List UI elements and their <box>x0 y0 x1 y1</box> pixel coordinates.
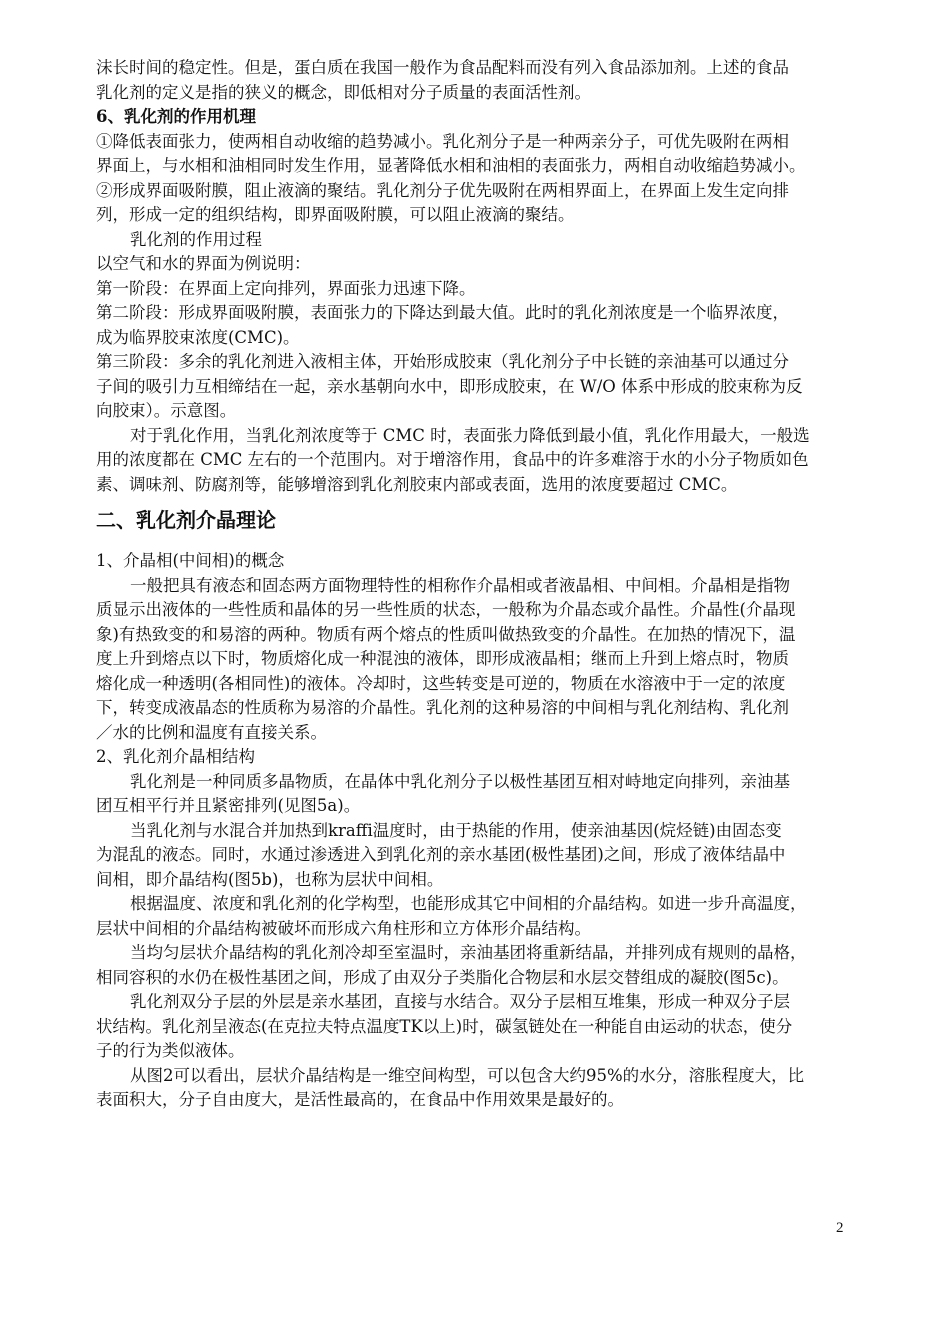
line-10: 第一阶段：在界面上定向排列，界面张力迅速下降。 <box>96 278 476 298</box>
line-29: 乳化剂是一种同质多晶物质，在晶体中乳化剂分子以极性基团互相对峙地定向排列，亲油基 <box>130 771 790 791</box>
line-17: 用的浓度都在 CMC 左右的一个范围内。对于增溶作用，食品中的许多难溶于水的小分子物质如色 <box>96 450 809 469</box>
line-08: 乳化剂的作用过程 <box>130 229 262 249</box>
line-21: 一般把具有液态和固态两方面物理特性的相称作介晶相或者液晶相、中间相。介晶相是指物 <box>130 575 790 595</box>
line-04: ①降低表面张力，使两相自动收缩的趋势减小。乳化剂分子是一种两亲分子，可优先吸附在两相 <box>96 131 789 151</box>
line-33: 间相，即介晶结构(图5b)，也称为层状中间相。 <box>96 869 444 889</box>
line-20: 1、介晶相(中间相)的概念 <box>96 551 285 570</box>
line-23: 象)有热致变的和易溶的两种。物质有两个熔点的性质叫做热致变的介晶性。在加热的情况下，温 <box>96 624 796 644</box>
line-42: 表面积大，分子自由度大，是活性最高的，在食品中作用效果是最好的。 <box>96 1090 624 1109</box>
line-12: 成为临界胶束浓度(CMC)。 <box>96 327 300 347</box>
line-14: 子间的吸引力互相缔结在一起，亲水基朝向水中，即形成胶束，在 W/O 体系中形成的胶束称为反 <box>96 376 803 396</box>
line-35: 层状中间相的介晶结构被破坏而形成六角柱形和立方体形介晶结构。 <box>96 918 591 938</box>
line-22: 质显示出液体的一些性质和晶体的另一些性质的状态，一般称为介晶态或介晶性。介晶性(介晶现 <box>96 600 796 619</box>
line-26: 下，转变成液晶态的性质称为易溶的介晶性。乳化剂的这种易溶的中间相与乳化剂结构、乳化剂 <box>96 698 789 717</box>
page-number: 2 <box>836 1220 844 1236</box>
line-11: 第二阶段：形成界面吸附膜，表面张力的下降达到最大值。此时的乳化剂浓度是一个临界浓度， <box>96 303 789 322</box>
line-40: 子的行为类似液体。 <box>96 1041 245 1060</box>
line-28: 2、乳化剂介晶相结构 <box>96 747 255 766</box>
document-page <box>96 56 856 1113</box>
line-25: 熔化成一种透明(各相同性)的液体。冷却时，这些转变是可逆的，物质在水溶液中于一定的浓度 <box>96 673 786 693</box>
line-38: 乳化剂双分子层的外层是亲水基团，直接与水结合。双分子层相互堆集，形成一种双分子层 <box>130 992 790 1011</box>
line-15: 向胶束）。示意图。 <box>96 401 237 420</box>
line-09: 以空气和水的界面为例说明： <box>96 254 311 273</box>
line-05: 界面上，与水相和油相同时发生作用，显著降低水相和油相的表面张力，两相自动收缩趋势减小。 <box>96 156 806 175</box>
line-39: 状结构。乳化剂呈液态(在克拉夫特点温度TK以上)时，碳氢链处在一种能自由运动的状态，使分 <box>96 1016 793 1036</box>
line-13: 第三阶段：多余的乳化剂进入液相主体，开始形成胶束（乳化剂分子中长链的亲油基可以通过分 <box>96 352 789 371</box>
line-24: 度上升到熔点以下时，物质熔化成一种混浊的液体，即形成液晶相；继而上升到上熔点时，物质 <box>96 649 789 668</box>
line-02: 乳化剂的定义是指的狭义的概念，即低相对分子质量的表面活性剂。 <box>96 82 591 102</box>
section-heading: 二、乳化剂介晶理论 <box>96 508 276 532</box>
line-30: 团互相平行并且紧密排列(见图5a)。 <box>96 796 361 815</box>
line-32: 为混乱的液态。同时，水通过渗透进入到乳化剂的亲水基团(极性基团)之间，形成了液体结晶中 <box>96 845 786 864</box>
line-18: 素、调味剂、防腐剂等，能够增溶到乳化剂胶束内部或表面，选用的浓度要超过 CMC。 <box>96 474 738 494</box>
line-31: 当乳化剂与水混合并加热到kraffi温度时，由于热能的作用，使亲油基因(烷烃链)由固态变 <box>130 820 782 840</box>
line-34: 根据温度、浓度和乳化剂的化学构型，也能形成其它中间相的介晶结构。如进一步升高温度， <box>130 894 807 913</box>
line-36: 当均匀层状介晶结构的乳化剂冷却至室温时，亲油基团将重新结晶，并排列成有规则的晶格， <box>130 943 807 962</box>
line-01: 沫长时间的稳定性。但是，蛋白质在我国一般作为食品配料而没有列入食品添加剂。上述的食品 <box>96 58 789 77</box>
line-37: 相同容积的水仍在极性基团之间，形成了由双分子类脂化合物层和水层交替组成的凝胶(图5c)。 <box>96 967 789 987</box>
subheading-mechanism: 6、乳化剂的作用机理 <box>96 107 256 126</box>
line-16: 对于乳化作用，当乳化剂浓度等于 CMC 时，表面张力降低到最小值，乳化作用最大，一般选 <box>130 425 810 445</box>
line-41: 从图2可以看出，层状介晶结构是一维空间构型，可以包含大约95%的水分，溶胀程度大，比 <box>130 1065 805 1085</box>
line-07: 列，形成一定的组织结构，即界面吸附膜，可以阻止液滴的聚结。 <box>96 205 575 224</box>
line-27: ／水的比例和温度有直接关系。 <box>96 722 327 742</box>
line-06: ②形成界面吸附膜，阻止液滴的聚结。乳化剂分子优先吸附在两相界面上，在界面上发生定向排 <box>96 180 789 200</box>
